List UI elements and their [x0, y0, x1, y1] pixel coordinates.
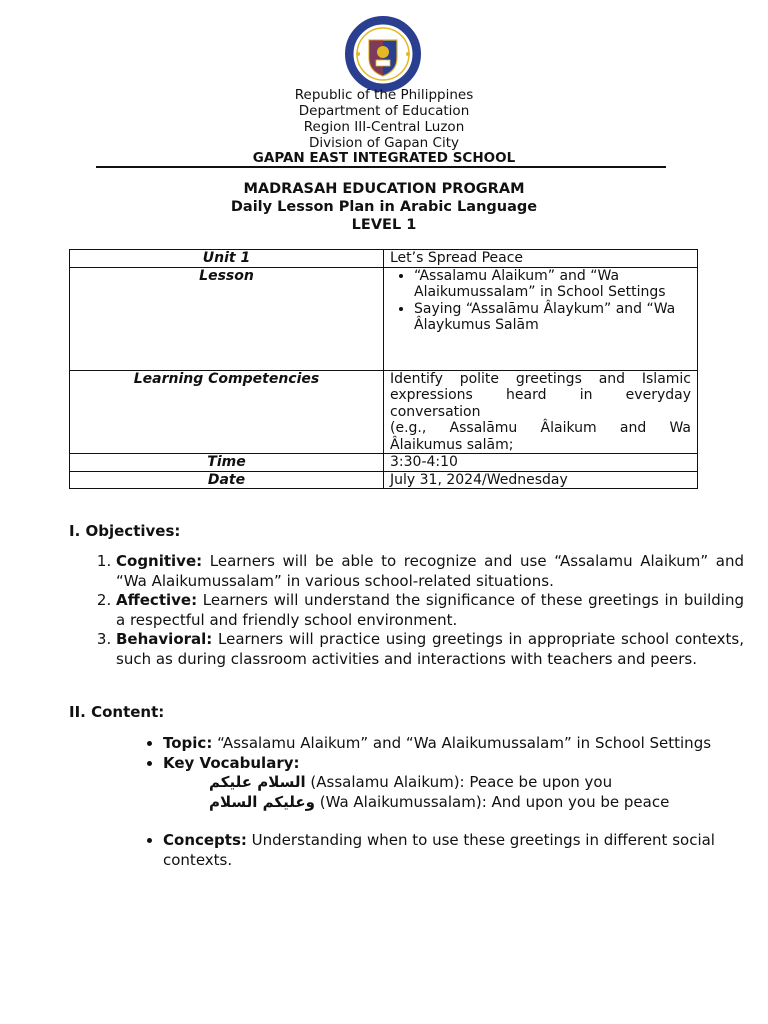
objective-text: Learners will practice using greetings in appropriate school contexts, such as during classroom activities and interactions with teachers and peers.: [116, 630, 744, 668]
lesson-value: [384, 267, 698, 370]
date-value: July 31, 2024/Wednesday: [384, 471, 698, 489]
content-heading: II. Content:: [69, 703, 165, 721]
vocab-text: (Wa Alaikumussalam): And upon you be peace: [314, 792, 670, 811]
concepts-text: Understanding when to use these greetings in different social contexts.: [163, 831, 715, 869]
objective-label: Affective:: [116, 591, 198, 609]
vocab-arabic: وعليكم السلام: [209, 792, 315, 811]
objective-label: Cognitive:: [116, 552, 203, 570]
objective-item: [116, 591, 744, 630]
vocab-label: Key Vocabulary:: [163, 753, 300, 772]
level-title: LEVEL 1: [351, 217, 417, 233]
header-line-division: Division of Gapan City: [309, 135, 459, 151]
school-name: GAPAN EAST INTEGRATED SCHOOL: [252, 150, 516, 166]
table-row-competencies: [70, 370, 698, 454]
table-row-date: [70, 471, 698, 489]
header-line-republic: Republic of the Philippines: [294, 87, 474, 103]
table-row-unit: [70, 250, 698, 268]
time-value: 3:30-4:10: [384, 454, 698, 472]
content-list: [140, 734, 723, 870]
competency-line: (e.g., Assalāmu Âlaikum and Wa Âlaikumus salām;: [390, 420, 691, 453]
table-row-time: [70, 454, 698, 472]
topic-label: Topic:: [163, 734, 213, 752]
topic-text: “Assalamu Alaikum” and “Wa Alaikumussalam” in School Settings: [212, 734, 712, 752]
objective-item: [116, 552, 744, 591]
vocab-text: (Assalamu Alaikum): Peace be upon you: [305, 773, 613, 791]
vocab-entry: [209, 793, 723, 813]
vocab-arabic: السلام عليكم: [209, 773, 306, 791]
lesson-label: Lesson: [70, 267, 384, 370]
header-line-department: Department of Education: [298, 103, 470, 119]
deped-seal-logo: [345, 16, 421, 92]
table-row-lesson: [70, 267, 698, 370]
unit-label: Unit 1: [70, 250, 384, 268]
unit-value: Let’s Spread Peace: [384, 250, 698, 268]
time-label: Time: [70, 454, 384, 472]
program-title: MADRASAH EDUCATION PROGRAM: [243, 181, 525, 197]
vocab-entry: [209, 773, 723, 793]
objective-item: [116, 630, 744, 669]
concepts-label: Concepts:: [163, 831, 247, 849]
document-titles: [0, 180, 768, 234]
plan-title: Daily Lesson Plan in Arabic Language: [230, 199, 538, 215]
competency-label: Learning Competencies: [70, 370, 384, 454]
content-concepts: [163, 831, 723, 870]
date-label: Date: [70, 471, 384, 489]
header-divider: [96, 166, 666, 168]
lesson-info-table: [69, 249, 698, 489]
content-topic: [163, 734, 723, 754]
competency-value: [384, 370, 698, 454]
header-line-region: Region III-Central Luzon: [303, 119, 465, 135]
objective-label: Behavioral:: [116, 630, 213, 648]
objectives-list: [69, 552, 744, 669]
objective-text: Learners will understand the significance of these greetings in building a respectful and friendly school environment.: [116, 591, 744, 629]
objectives-heading: I. Objectives:: [69, 522, 181, 540]
competency-line: Identify polite greetings and Islamic expressions heard in everyday conversation: [390, 370, 691, 420]
lesson-item: • Saying “Assalāmu Âlaykum” and “Wa Âlaykumus Salām: [414, 301, 691, 334]
content-vocabulary: [163, 754, 723, 832]
lesson-item: • “Assalamu Alaikum” and “Wa Alaikumussalam” in School Settings: [414, 268, 691, 301]
objective-text: Learners will be able to recognize and use “Assalamu Alaikum” and “Wa Alaikumussalam” in various school-related situations.: [116, 552, 744, 590]
